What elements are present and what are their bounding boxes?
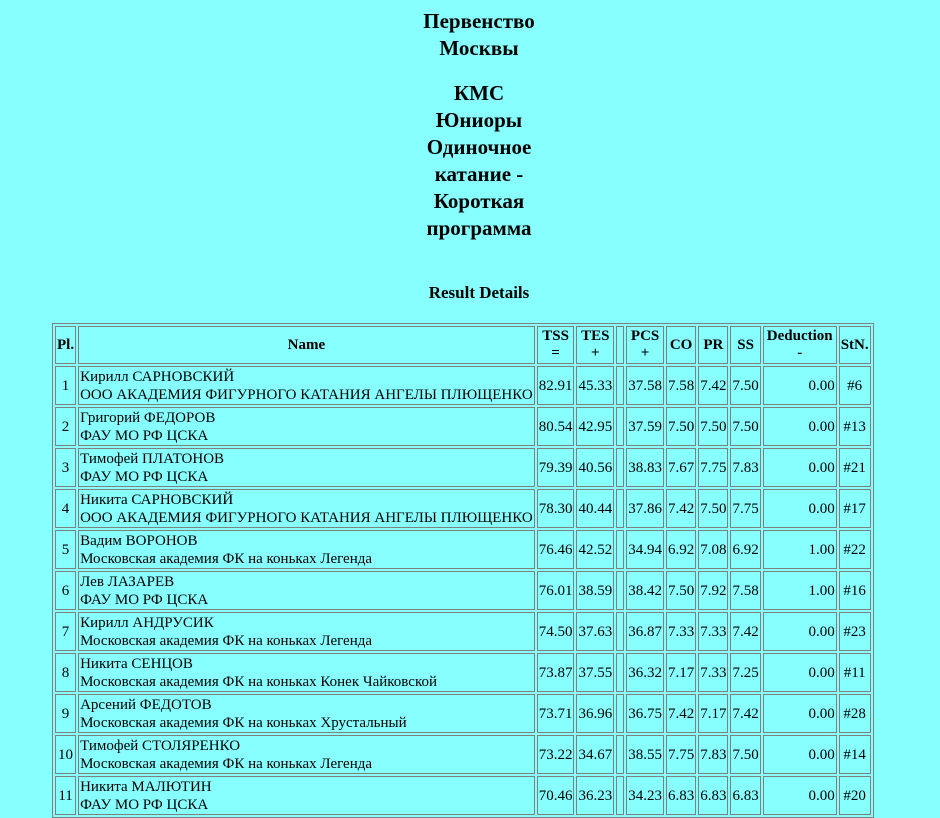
col-header-stn: StN. [839, 326, 871, 364]
cell-pr: 7.17 [698, 694, 728, 733]
event-title-block [0, 8, 940, 242]
cell-deduction: 0.00 [763, 776, 837, 815]
skater-name: Кирилл АНДРУСИК [80, 614, 214, 631]
col-header-tes-sign: + [591, 345, 600, 361]
category-title-line: Одиночное [426, 135, 532, 159]
skater-name: Никита СЕНЦОВ [80, 655, 193, 672]
cell-tss: 73.71 [537, 694, 575, 733]
cell-ss: 7.58 [730, 571, 760, 610]
cell-co: 7.33 [666, 612, 696, 651]
cell-start-number: #14 [839, 735, 871, 774]
cell-co: 7.75 [666, 735, 696, 774]
cell-skater [78, 694, 535, 733]
cell-deduction: 0.00 [763, 448, 837, 487]
cell-pcs: 36.32 [626, 653, 664, 692]
cell-pr: 7.83 [698, 735, 728, 774]
skater-club: ФАУ МО РФ ЦСКА [80, 468, 209, 485]
cell-start-number: #23 [839, 612, 871, 651]
cell-skater [78, 407, 535, 446]
col-header-pcs [626, 326, 664, 364]
cell-ss: 7.50 [730, 735, 760, 774]
skater-name: Вадим ВОРОНОВ [80, 532, 198, 549]
skater-name: Никита МАЛЮТИН [80, 778, 212, 795]
cell-skater [78, 530, 535, 569]
cell-deduction: 0.00 [763, 694, 837, 733]
col-header-pl: Pl. [55, 326, 76, 364]
cell-tss: 80.54 [537, 407, 575, 446]
table-row [55, 776, 871, 815]
cell-ss: 6.92 [730, 530, 760, 569]
category-title-line: КМС [453, 81, 505, 105]
col-header-spacer [616, 326, 624, 364]
cell-pcs: 36.87 [626, 612, 664, 651]
cell-pr: 7.33 [698, 612, 728, 651]
cell-spacer [616, 489, 624, 528]
cell-deduction: 0.00 [763, 407, 837, 446]
cell-spacer [616, 776, 624, 815]
cell-ss: 6.83 [730, 776, 760, 815]
col-header-deduction [763, 326, 837, 364]
col-header-co: CO [666, 326, 696, 364]
cell-deduction: 0.00 [763, 735, 837, 774]
cell-place: 5 [55, 530, 76, 569]
col-header-tss-label: TSS [542, 328, 569, 344]
cell-spacer [616, 448, 624, 487]
col-header-tes [576, 326, 614, 364]
table-header-row [55, 326, 871, 364]
cell-start-number: #11 [839, 653, 871, 692]
skater-name: Никита САРНОВСКИЙ [80, 491, 234, 508]
cell-tss: 76.01 [537, 571, 575, 610]
cell-spacer [616, 366, 624, 405]
cell-pr: 6.83 [698, 776, 728, 815]
cell-skater [78, 448, 535, 487]
cell-pcs: 38.83 [626, 448, 664, 487]
competition-title [0, 8, 940, 62]
cell-ss: 7.50 [730, 407, 760, 446]
col-header-ss: SS [730, 326, 760, 364]
cell-start-number: #17 [839, 489, 871, 528]
cell-start-number: #6 [839, 366, 871, 405]
skater-club: Московская академия ФК на коньках Легенда [80, 632, 373, 649]
col-header-tes-label: TES [581, 328, 610, 344]
cell-deduction: 0.00 [763, 653, 837, 692]
cell-co: 6.83 [666, 776, 696, 815]
skater-club: Московская академия ФК на коньках Конек Чайковской [80, 673, 438, 690]
cell-co: 7.50 [666, 407, 696, 446]
cell-ss: 7.42 [730, 694, 760, 733]
cell-pcs: 38.42 [626, 571, 664, 610]
skater-club: Московская академия ФК на коньках Легенда [80, 550, 373, 567]
cell-spacer [616, 653, 624, 692]
cell-pcs: 38.55 [626, 735, 664, 774]
cell-deduction: 1.00 [763, 530, 837, 569]
cell-pr: 7.08 [698, 530, 728, 569]
cell-ss: 7.50 [730, 366, 760, 405]
category-title-line: Короткая [433, 189, 525, 213]
cell-pr: 7.33 [698, 653, 728, 692]
cell-pcs: 37.58 [626, 366, 664, 405]
col-header-deduction-label: Deduction [766, 328, 833, 344]
cell-tes: 37.63 [576, 612, 614, 651]
cell-start-number: #22 [839, 530, 871, 569]
cell-place: 2 [55, 407, 76, 446]
cell-place: 9 [55, 694, 76, 733]
cell-tes: 42.52 [576, 530, 614, 569]
category-title-line: Юниоры [435, 108, 523, 132]
col-header-name: Name [78, 326, 535, 364]
skater-club: ФАУ МО РФ ЦСКА [80, 591, 209, 608]
skater-name: Арсений ФЕДОТОВ [80, 696, 212, 713]
cell-start-number: #16 [839, 571, 871, 610]
cell-tss: 82.91 [537, 366, 575, 405]
cell-skater [78, 366, 535, 405]
cell-co: 7.17 [666, 653, 696, 692]
cell-place: 7 [55, 612, 76, 651]
cell-pr: 7.92 [698, 571, 728, 610]
cell-pcs: 37.59 [626, 407, 664, 446]
cell-place: 3 [55, 448, 76, 487]
cell-tss: 70.46 [537, 776, 575, 815]
cell-start-number: #20 [839, 776, 871, 815]
cell-tss: 76.46 [537, 530, 575, 569]
cell-tes: 40.44 [576, 489, 614, 528]
cell-ss: 7.42 [730, 612, 760, 651]
col-header-pcs-sign: + [640, 345, 650, 361]
cell-skater [78, 571, 535, 610]
table-row [55, 735, 871, 774]
cell-skater [78, 612, 535, 651]
competition-title-line: Первенство [423, 9, 535, 33]
skater-club: ФАУ МО РФ ЦСКА [80, 427, 209, 444]
skater-club: ООО АКАДЕМИЯ ФИГУРНОГО КАТАНИЯ АНГЕЛЫ ПЛЮЩЕНКО [80, 509, 533, 526]
skater-name: Тимофей СТОЛЯРЕНКО [80, 737, 241, 754]
cell-place: 4 [55, 489, 76, 528]
col-header-tss [537, 326, 575, 364]
cell-ss: 7.75 [730, 489, 760, 528]
table-row [55, 448, 871, 487]
table-row [55, 653, 871, 692]
cell-co: 7.42 [666, 694, 696, 733]
cell-spacer [616, 694, 624, 733]
cell-tes: 42.95 [576, 407, 614, 446]
col-header-pcs-label: PCS [630, 328, 660, 344]
skater-name: Лев ЛАЗАРЕВ [80, 573, 175, 590]
table-row [55, 407, 871, 446]
cell-deduction: 0.00 [763, 489, 837, 528]
cell-place: 10 [55, 735, 76, 774]
cell-place: 6 [55, 571, 76, 610]
cell-spacer [616, 612, 624, 651]
cell-co: 7.50 [666, 571, 696, 610]
skater-club: ООО АКАДЕМИЯ ФИГУРНОГО КАТАНИЯ АНГЕЛЫ ПЛЮЩЕНКО [80, 386, 533, 403]
cell-tes: 34.67 [576, 735, 614, 774]
cell-tes: 38.59 [576, 571, 614, 610]
cell-start-number: #21 [839, 448, 871, 487]
table-row [55, 571, 871, 610]
cell-pr: 7.42 [698, 366, 728, 405]
table-row [55, 694, 871, 733]
cell-place: 11 [55, 776, 76, 815]
cell-pr: 7.50 [698, 489, 728, 528]
competition-title-line: Москвы [439, 36, 519, 60]
cell-pr: 7.75 [698, 448, 728, 487]
cell-tes: 36.96 [576, 694, 614, 733]
section-title: Result Details [428, 283, 530, 302]
cell-ss: 7.25 [730, 653, 760, 692]
cell-tes: 37.55 [576, 653, 614, 692]
cell-pr: 7.50 [698, 407, 728, 446]
cell-co: 6.92 [666, 530, 696, 569]
skater-name: Кирилл САРНОВСКИЙ [80, 368, 235, 385]
cell-tss: 73.22 [537, 735, 575, 774]
category-title-line: программа [426, 216, 532, 240]
cell-co: 7.42 [666, 489, 696, 528]
cell-tes: 36.23 [576, 776, 614, 815]
results-table [52, 323, 874, 818]
cell-deduction: 0.00 [763, 366, 837, 405]
cell-co: 7.58 [666, 366, 696, 405]
col-header-tss-sign: = [551, 345, 560, 361]
cell-tss: 78.30 [537, 489, 575, 528]
skater-club: ФАУ МО РФ ЦСКА [80, 796, 209, 813]
cell-deduction: 0.00 [763, 612, 837, 651]
skater-name: Тимофей ПЛАТОНОВ [80, 450, 225, 467]
col-header-deduction-sign: - [797, 345, 803, 361]
cell-pcs: 36.75 [626, 694, 664, 733]
cell-spacer [616, 571, 624, 610]
category-title [0, 80, 940, 242]
cell-tss: 79.39 [537, 448, 575, 487]
cell-skater [78, 776, 535, 815]
skater-club: Московская академия ФК на коньках Легенда [80, 755, 373, 772]
cell-pcs: 37.86 [626, 489, 664, 528]
cell-pcs: 34.94 [626, 530, 664, 569]
table-row [55, 489, 871, 528]
table-row [55, 366, 871, 405]
category-title-line: катание - [434, 162, 524, 186]
cell-skater [78, 489, 535, 528]
cell-ss: 7.83 [730, 448, 760, 487]
cell-skater [78, 735, 535, 774]
cell-start-number: #28 [839, 694, 871, 733]
cell-spacer [616, 407, 624, 446]
table-row [55, 612, 871, 651]
col-header-pr: PR [698, 326, 728, 364]
cell-co: 7.67 [666, 448, 696, 487]
table-row [55, 530, 871, 569]
cell-tss: 73.87 [537, 653, 575, 692]
cell-tes: 40.56 [576, 448, 614, 487]
cell-deduction: 1.00 [763, 571, 837, 610]
skater-club: Московская академия ФК на коньках Хрустальный [80, 714, 407, 731]
skater-name: Григорий ФЕДОРОВ [80, 409, 216, 426]
cell-start-number: #13 [839, 407, 871, 446]
cell-place: 8 [55, 653, 76, 692]
cell-place: 1 [55, 366, 76, 405]
results-body [55, 366, 871, 815]
cell-tss: 74.50 [537, 612, 575, 651]
cell-spacer [616, 530, 624, 569]
cell-spacer [616, 735, 624, 774]
cell-skater [78, 653, 535, 692]
cell-pcs: 34.23 [626, 776, 664, 815]
cell-tes: 45.33 [576, 366, 614, 405]
